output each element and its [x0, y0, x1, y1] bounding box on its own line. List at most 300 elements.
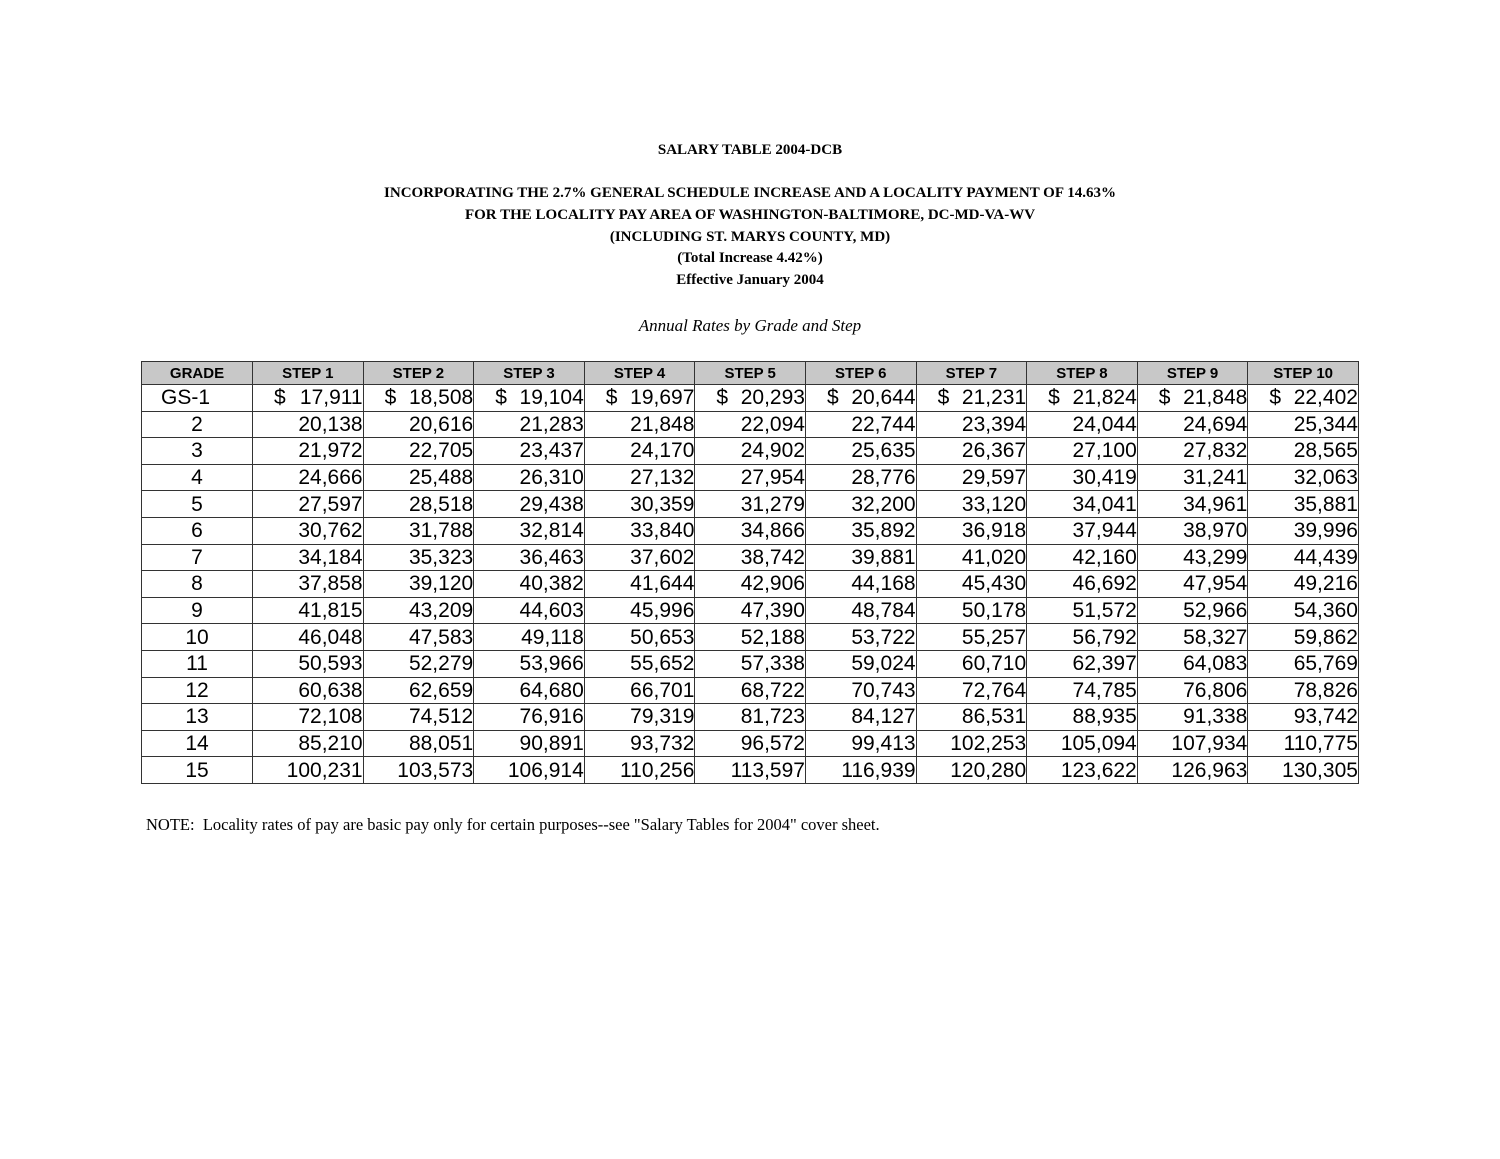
salary-value: 21,848 [1183, 386, 1248, 410]
currency-symbol: $ [1048, 386, 1060, 410]
salary-value: 27,597 [298, 492, 363, 516]
salary-value: 30,359 [630, 492, 695, 516]
salary-value: 32,200 [851, 492, 916, 516]
salary-value: 20,293 [740, 386, 805, 410]
salary-value: 47,390 [740, 599, 805, 623]
subtitle-line: FOR THE LOCALITY PAY AREA OF WASHINGTON-BALTIMORE, DC-MD-VA-WV [464, 206, 1036, 223]
salary-value: 34,184 [298, 545, 363, 569]
salary-value: 40,382 [519, 572, 584, 596]
salary-cell [916, 704, 1027, 731]
salary-cell [1137, 491, 1248, 518]
table-row [142, 385, 1359, 412]
grade-cell: 6 [142, 517, 253, 544]
salary-cell [584, 411, 695, 438]
currency-symbol: $ [605, 386, 618, 410]
table-row [142, 704, 1359, 731]
salary-cell [1137, 464, 1248, 491]
salary-value: 25,488 [408, 466, 474, 490]
salary-value: 74,785 [1072, 678, 1137, 702]
salary-value: 34,866 [740, 519, 805, 543]
currency-symbol: $ [384, 386, 397, 410]
salary-value: 20,644 [851, 386, 916, 410]
salary-value: 22,744 [851, 412, 916, 436]
salary-cell [584, 385, 695, 412]
salary-value: 21,283 [519, 412, 584, 436]
salary-value: 52,188 [740, 625, 805, 649]
salary-value: 32,063 [1293, 466, 1358, 490]
salary-value: 43,299 [1183, 545, 1248, 569]
salary-value: 74,512 [408, 705, 474, 729]
salary-value: 110,775 [1283, 732, 1358, 756]
salary-cell [1027, 544, 1138, 571]
salary-cell [363, 544, 474, 571]
currency-symbol: $ [1269, 386, 1282, 410]
table-row [142, 517, 1359, 544]
column-header-step-7: STEP 7 [916, 362, 1027, 385]
salary-cell [584, 704, 695, 731]
table-row [142, 730, 1359, 757]
column-header-step-10: STEP 10 [1248, 362, 1359, 385]
salary-value: 116,939 [841, 758, 916, 782]
salary-cell [253, 677, 364, 704]
salary-cell [1248, 517, 1359, 544]
salary-cell [916, 544, 1027, 571]
salary-value: 20,138 [298, 412, 363, 436]
salary-cell [253, 491, 364, 518]
salary-value: 41,644 [630, 572, 695, 596]
salary-cell [916, 517, 1027, 544]
salary-cell [1248, 704, 1359, 731]
currency-symbol: $ [716, 386, 729, 410]
grade-cell: 2 [142, 411, 253, 438]
salary-value: 25,635 [851, 439, 916, 463]
salary-cell [1027, 464, 1138, 491]
salary-cell [1248, 544, 1359, 571]
subtitle-block [0, 183, 1500, 292]
salary-value: 30,419 [1072, 466, 1137, 490]
salary-cell [1027, 491, 1138, 518]
salary-cell [584, 757, 695, 784]
salary-cell [253, 517, 364, 544]
salary-value: 64,083 [1183, 652, 1248, 676]
grade-cell: 7 [142, 544, 253, 571]
currency-symbol: $ [274, 386, 286, 410]
salary-cell [1027, 650, 1138, 677]
salary-value: 25,344 [1293, 412, 1358, 436]
salary-value: 68,722 [740, 678, 805, 702]
salary-value: 31,279 [740, 492, 805, 516]
salary-cell [916, 411, 1027, 438]
salary-value: 32,814 [519, 519, 584, 543]
salary-cell [1248, 624, 1359, 651]
salary-value: 37,602 [630, 545, 695, 569]
salary-value: 19,697 [630, 386, 695, 410]
salary-value: 53,966 [519, 652, 584, 676]
salary-cell [916, 597, 1027, 624]
salary-cell [584, 491, 695, 518]
salary-cell [1027, 624, 1138, 651]
salary-cell [916, 730, 1027, 757]
salary-cell [1248, 385, 1359, 412]
salary-value: 91,338 [1183, 705, 1248, 729]
salary-cell [363, 624, 474, 651]
salary-value: 53,722 [851, 625, 916, 649]
salary-value: 52,279 [408, 652, 474, 676]
salary-cell [1027, 597, 1138, 624]
salary-value: 58,327 [1183, 625, 1248, 649]
currency-symbol: $ [937, 386, 950, 410]
column-header-step-9: STEP 9 [1137, 362, 1248, 385]
salary-value: 113,597 [730, 758, 805, 782]
table-row [142, 464, 1359, 491]
salary-value: 93,732 [630, 732, 695, 756]
salary-cell [584, 438, 695, 465]
grade-cell: 5 [142, 491, 253, 518]
salary-value: 26,367 [961, 439, 1027, 463]
salary-cell [695, 677, 806, 704]
salary-cell [474, 491, 585, 518]
salary-value: 130,305 [1282, 758, 1358, 782]
salary-value: 34,961 [1183, 492, 1248, 516]
salary-cell [474, 464, 585, 491]
salary-value: 17,911 [299, 386, 363, 410]
salary-cell [584, 544, 695, 571]
salary-cell [253, 624, 364, 651]
salary-cell [253, 650, 364, 677]
table-row [142, 597, 1359, 624]
salary-value: 85,210 [298, 732, 363, 756]
salary-value: 41,815 [298, 599, 363, 623]
salary-value: 55,652 [630, 652, 695, 676]
table-row [142, 677, 1359, 704]
salary-value: 47,583 [408, 625, 474, 649]
salary-value: 42,160 [1072, 545, 1137, 569]
salary-value: 46,692 [1072, 572, 1137, 596]
table-row [142, 411, 1359, 438]
salary-cell [695, 544, 806, 571]
salary-cell [916, 650, 1027, 677]
salary-value: 31,241 [1183, 466, 1248, 490]
salary-cell [1248, 757, 1359, 784]
salary-cell [584, 650, 695, 677]
salary-cell [1137, 544, 1248, 571]
salary-cell [916, 757, 1027, 784]
salary-value: 43,209 [408, 599, 474, 623]
salary-value: 102,253 [950, 732, 1027, 756]
salary-cell [363, 517, 474, 544]
salary-cell [1137, 624, 1248, 651]
salary-value: 37,858 [298, 572, 363, 596]
salary-value: 22,402 [1293, 386, 1358, 410]
salary-value: 35,323 [408, 545, 474, 569]
salary-value: 76,806 [1183, 678, 1248, 702]
salary-value: 28,565 [1293, 439, 1358, 463]
salary-cell [363, 491, 474, 518]
grade-cell: 12 [142, 677, 253, 704]
grade-cell: 15 [142, 757, 253, 784]
salary-cell [474, 438, 585, 465]
grade-cell: 4 [142, 464, 253, 491]
salary-value: 100,231 [286, 758, 363, 782]
salary-value: 46,048 [298, 625, 363, 649]
salary-cell [695, 438, 806, 465]
salary-cell [1137, 385, 1248, 412]
grade-cell: 14 [142, 730, 253, 757]
table-row [142, 544, 1359, 571]
salary-cell [695, 730, 806, 757]
salary-value: 72,764 [961, 678, 1027, 702]
salary-value: 19,104 [519, 386, 584, 410]
salary-cell [1027, 757, 1138, 784]
salary-cell [1027, 411, 1138, 438]
salary-value: 45,430 [961, 572, 1027, 596]
salary-value: 123,622 [1060, 758, 1137, 782]
salary-cell [474, 597, 585, 624]
salary-value: 30,762 [298, 519, 363, 543]
salary-value: 22,705 [408, 439, 474, 463]
salary-cell [253, 438, 364, 465]
salary-value: 38,970 [1183, 519, 1248, 543]
salary-value: 37,944 [1072, 519, 1137, 543]
salary-value: 54,360 [1293, 599, 1358, 623]
salary-cell [805, 597, 916, 624]
salary-value: 29,597 [961, 466, 1027, 490]
grade-cell: 10 [142, 624, 253, 651]
salary-cell [474, 517, 585, 544]
salary-value: 21,972 [298, 439, 363, 463]
salary-cell [805, 464, 916, 491]
salary-value: 28,518 [408, 492, 474, 516]
salary-cell [253, 757, 364, 784]
column-header-step-8: STEP 8 [1027, 362, 1138, 385]
salary-value: 21,824 [1072, 386, 1137, 410]
salary-value: 96,572 [740, 732, 805, 756]
salary-value: 44,603 [519, 599, 584, 623]
salary-cell [1248, 464, 1359, 491]
salary-value: 55,257 [961, 625, 1027, 649]
salary-cell [1248, 571, 1359, 598]
salary-cell [1248, 677, 1359, 704]
table-row [142, 757, 1359, 784]
salary-cell [805, 544, 916, 571]
subtitle-line: (Total Increase 4.42%) [677, 250, 823, 267]
salary-cell [916, 624, 1027, 651]
salary-value: 81,723 [740, 705, 805, 729]
salary-cell [253, 571, 364, 598]
salary-value: 50,178 [961, 599, 1027, 623]
salary-cell [695, 411, 806, 438]
salary-cell [1248, 730, 1359, 757]
salary-value: 24,902 [740, 439, 805, 463]
salary-value: 24,170 [630, 439, 695, 463]
salary-cell [1137, 704, 1248, 731]
grade-cell: GS-1 [142, 385, 253, 412]
salary-cell [474, 385, 585, 412]
salary-value: 120,280 [950, 758, 1027, 782]
salary-cell [474, 704, 585, 731]
table-row [142, 491, 1359, 518]
salary-value: 21,848 [630, 412, 695, 436]
salary-cell [363, 650, 474, 677]
salary-cell [695, 385, 806, 412]
salary-cell [584, 624, 695, 651]
salary-cell [916, 385, 1027, 412]
salary-value: 56,792 [1072, 625, 1137, 649]
salary-value: 31,788 [408, 519, 474, 543]
salary-value: 49,216 [1293, 572, 1358, 596]
salary-cell [1248, 411, 1359, 438]
salary-cell [695, 464, 806, 491]
salary-value: 23,394 [961, 412, 1027, 436]
salary-value: 78,826 [1293, 678, 1358, 702]
salary-cell [474, 677, 585, 704]
salary-cell [474, 544, 585, 571]
salary-cell [253, 464, 364, 491]
table-header-row [142, 362, 1359, 385]
salary-value: 24,694 [1183, 412, 1248, 436]
table-row [142, 571, 1359, 598]
salary-cell [363, 677, 474, 704]
salary-value: 57,338 [740, 652, 805, 676]
grade-cell: 9 [142, 597, 253, 624]
salary-cell [805, 757, 916, 784]
salary-cell [1248, 438, 1359, 465]
salary-value: 84,127 [851, 705, 916, 729]
column-header-step-5: STEP 5 [695, 362, 806, 385]
salary-cell [916, 438, 1027, 465]
column-header-grade: GRADE [142, 362, 253, 385]
salary-cell [1027, 704, 1138, 731]
salary-cell [805, 730, 916, 757]
salary-cell [584, 597, 695, 624]
salary-value: 42,906 [740, 572, 805, 596]
currency-symbol: $ [1158, 386, 1171, 410]
salary-value: 38,742 [740, 545, 805, 569]
salary-value: 18,508 [408, 386, 474, 410]
salary-value: 107,934 [1171, 732, 1248, 756]
salary-cell [1137, 730, 1248, 757]
salary-value: 52,966 [1183, 599, 1248, 623]
salary-value: 110,256 [620, 758, 695, 782]
salary-cell [363, 411, 474, 438]
salary-value: 26,310 [519, 466, 584, 490]
salary-value: 24,044 [1072, 412, 1137, 436]
salary-cell [1027, 385, 1138, 412]
salary-cell [1027, 517, 1138, 544]
salary-value: 90,891 [519, 732, 584, 756]
salary-cell [805, 517, 916, 544]
salary-value: 22,094 [740, 412, 805, 436]
salary-value: 51,572 [1072, 599, 1137, 623]
grade-cell: 11 [142, 650, 253, 677]
salary-value: 76,916 [519, 705, 584, 729]
salary-value: 45,996 [630, 599, 695, 623]
subtitle-line: (INCLUDING ST. MARYS COUNTY, MD) [609, 228, 891, 245]
salary-cell [1027, 730, 1138, 757]
salary-value: 59,862 [1293, 625, 1358, 649]
salary-cell [363, 438, 474, 465]
page-title: SALARY TABLE 2004-DCB [657, 142, 843, 158]
column-header-step-3: STEP 3 [474, 362, 585, 385]
salary-value: 35,892 [851, 519, 916, 543]
salary-cell [695, 517, 806, 544]
salary-value: 27,954 [740, 466, 805, 490]
salary-value: 59,024 [851, 652, 916, 676]
salary-value: 35,881 [1293, 492, 1358, 516]
salary-cell [805, 411, 916, 438]
salary-cell [695, 597, 806, 624]
salary-value: 36,918 [961, 519, 1027, 543]
salary-cell [1248, 491, 1359, 518]
table-body [142, 385, 1359, 784]
salary-cell [363, 730, 474, 757]
salary-value: 70,743 [851, 678, 916, 702]
salary-value: 39,881 [851, 545, 916, 569]
salary-value: 93,742 [1293, 705, 1358, 729]
subtitle-line: INCORPORATING THE 2.7% GENERAL SCHEDULE INCREASE AND A LOCALITY PAYMENT OF 14.63% [384, 185, 1116, 201]
salary-value: 106,914 [507, 758, 584, 782]
salary-cell [363, 385, 474, 412]
salary-cell [474, 411, 585, 438]
salary-cell [253, 730, 364, 757]
grade-cell: 13 [142, 704, 253, 731]
salary-cell [695, 624, 806, 651]
salary-cell [1137, 438, 1248, 465]
salary-cell [916, 464, 1027, 491]
salary-cell [474, 624, 585, 651]
salary-cell [253, 704, 364, 731]
salary-value: 72,108 [298, 705, 363, 729]
salary-cell [695, 491, 806, 518]
salary-value: 33,120 [961, 492, 1027, 516]
salary-value: 21,231 [961, 386, 1027, 410]
salary-value: 65,769 [1293, 652, 1358, 676]
salary-cell [805, 624, 916, 651]
salary-cell [474, 650, 585, 677]
salary-cell [1027, 438, 1138, 465]
salary-cell [1137, 677, 1248, 704]
salary-cell [474, 571, 585, 598]
salary-cell [584, 517, 695, 544]
salary-value: 105,094 [1060, 732, 1137, 756]
salary-value: 60,638 [298, 678, 363, 702]
salary-cell [695, 650, 806, 677]
salary-cell [805, 650, 916, 677]
column-header-step-2: STEP 2 [363, 362, 474, 385]
salary-value: 88,935 [1072, 705, 1137, 729]
salary-table [141, 361, 1359, 784]
salary-value: 39,120 [408, 572, 474, 596]
salary-cell [363, 704, 474, 731]
salary-cell [363, 464, 474, 491]
salary-cell [1248, 597, 1359, 624]
table-row [142, 438, 1359, 465]
currency-symbol: $ [826, 386, 839, 410]
salary-cell [1137, 597, 1248, 624]
column-header-step-6: STEP 6 [805, 362, 916, 385]
salary-cell [1027, 571, 1138, 598]
salary-cell [474, 757, 585, 784]
salary-cell [805, 491, 916, 518]
footnote: NOTE: Locality rates of pay are basic pay only for certain purposes--see "Salary Tables for 2004" cover sheet. [146, 815, 880, 834]
subtitle-line: Effective January 2004 [676, 272, 824, 289]
salary-value: 99,413 [851, 732, 916, 756]
salary-cell [363, 757, 474, 784]
salary-cell [695, 704, 806, 731]
salary-value: 20,616 [408, 412, 474, 436]
salary-cell [695, 571, 806, 598]
salary-cell [584, 464, 695, 491]
